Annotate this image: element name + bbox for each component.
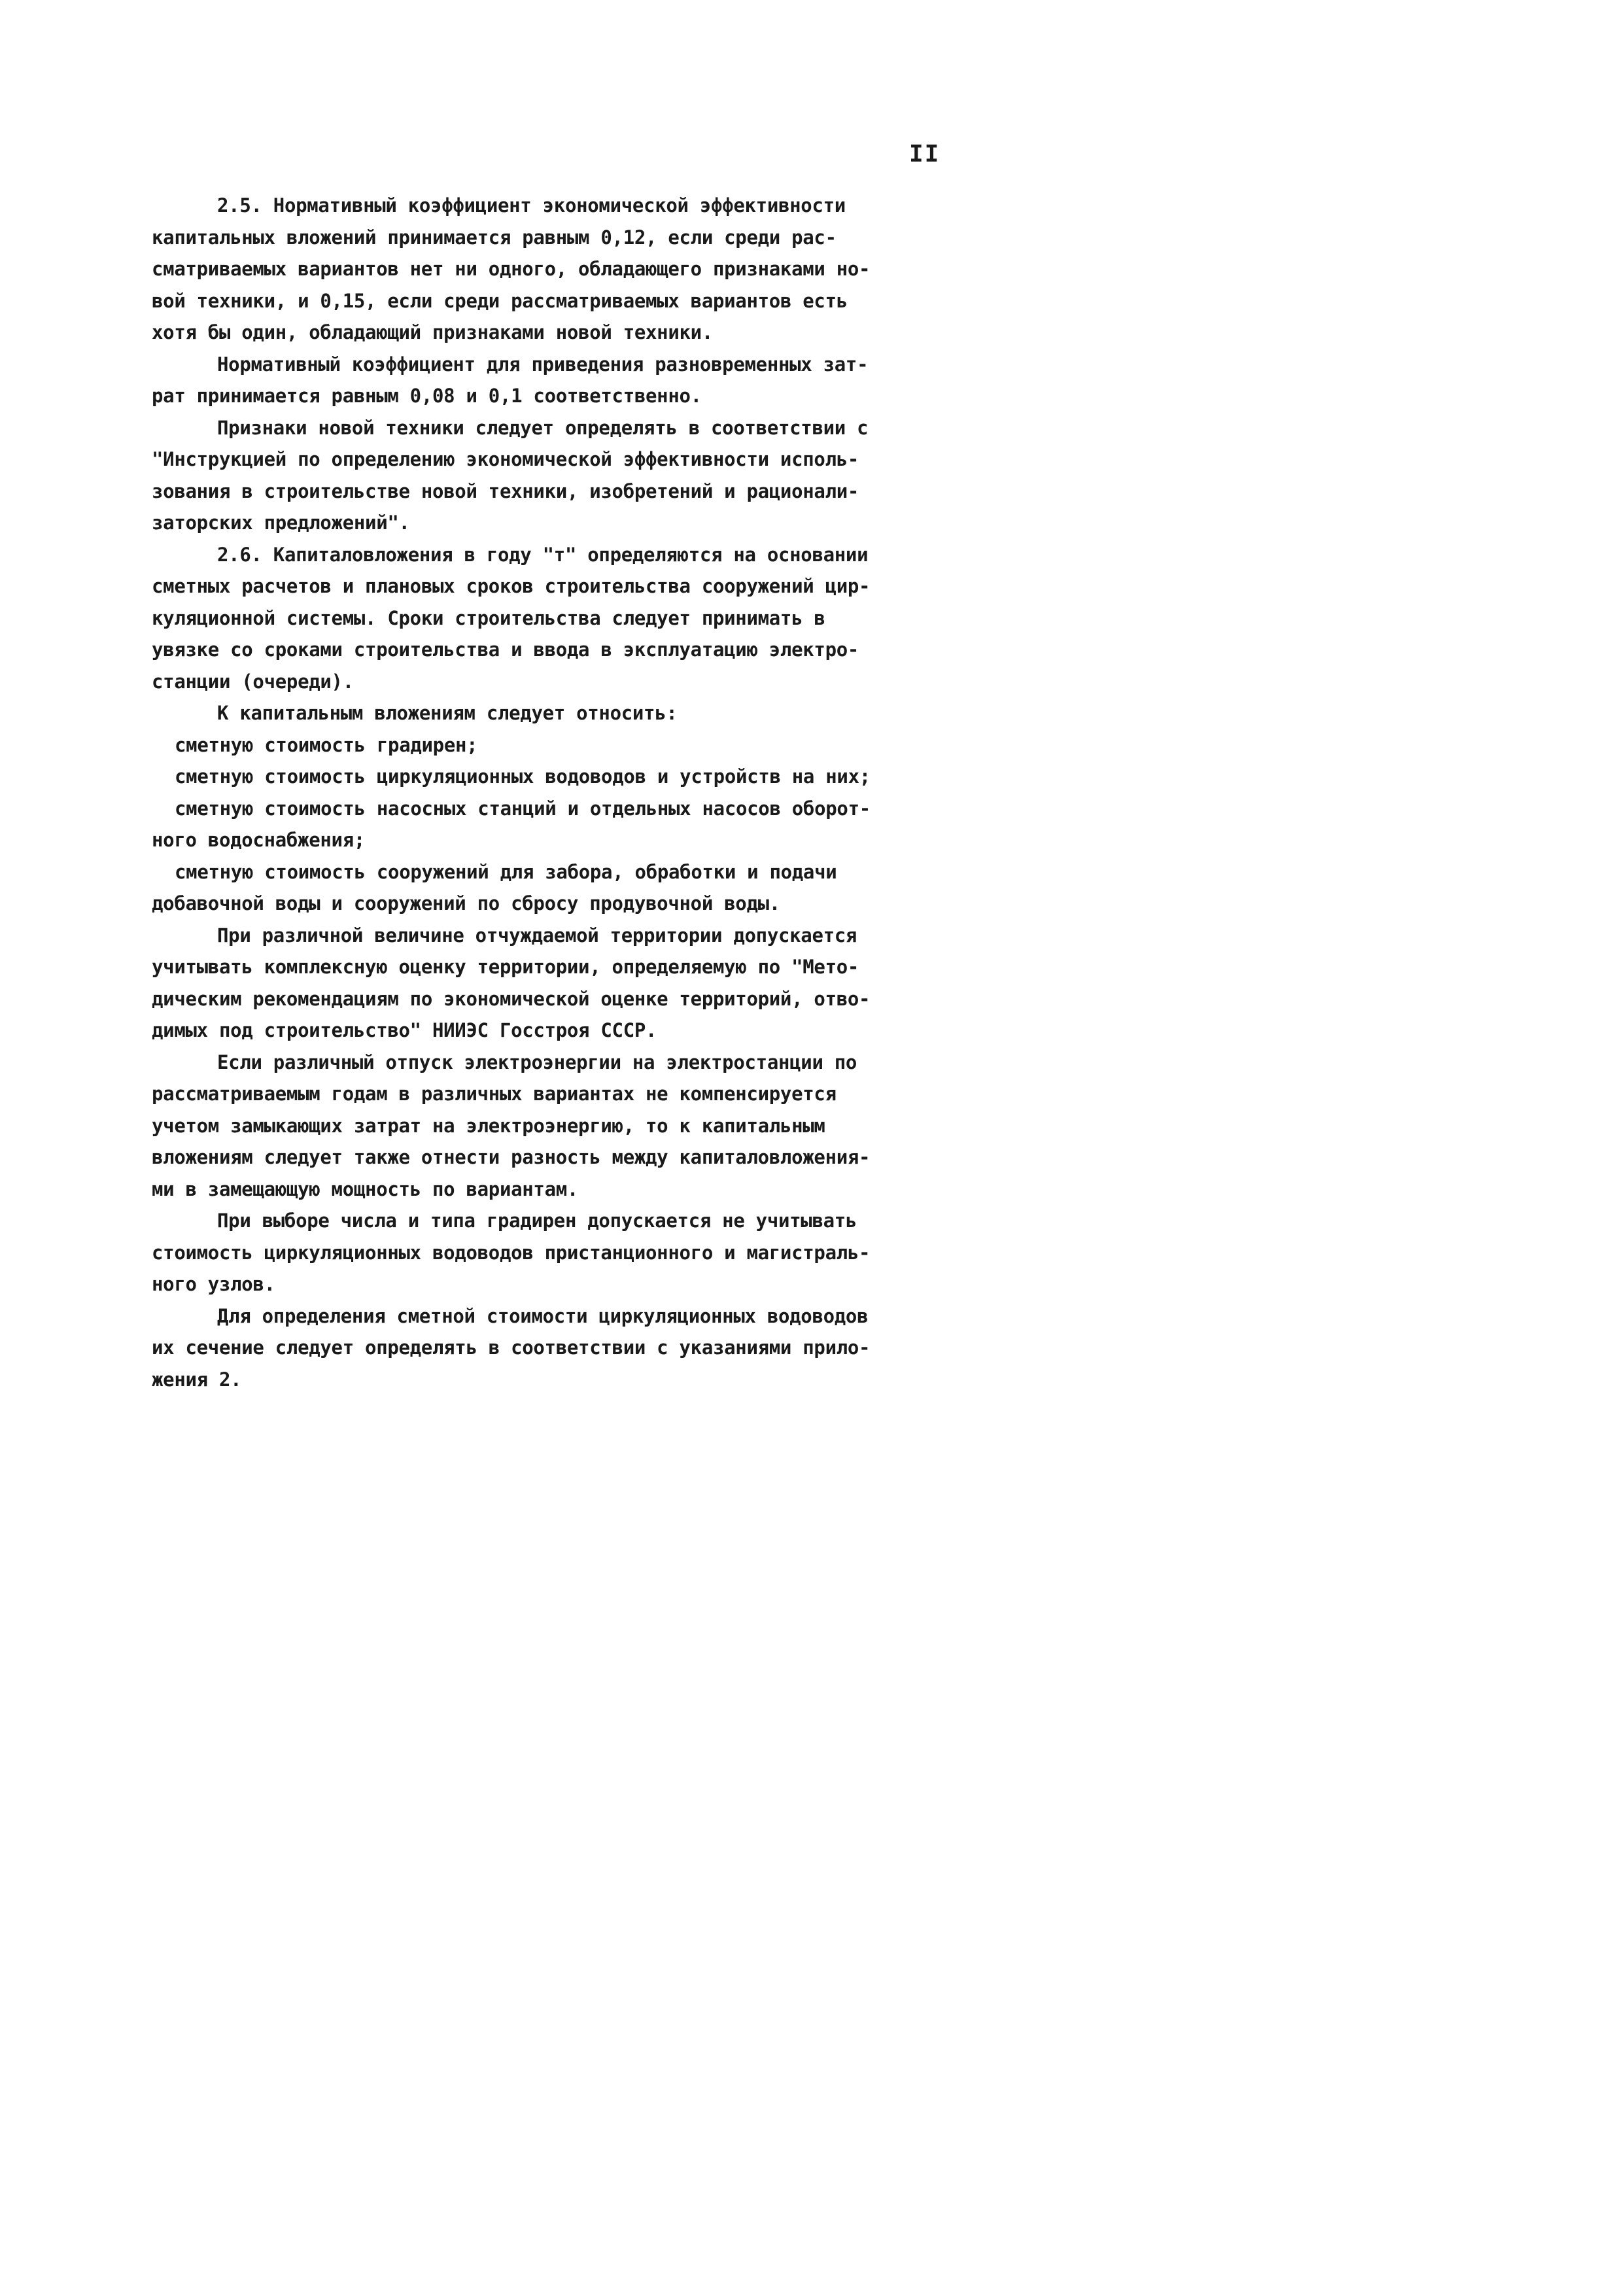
text-line: сметных расчетов и плановых сроков строительства сооружений цир- <box>152 575 871 597</box>
text-line: куляционной системы. Сроки строительства следует принимать в <box>152 606 825 629</box>
text-line: рат принимается равным 0,08 и 0,1 соответственно. <box>152 385 702 407</box>
text-line: капитальных вложений принимается равным 0,12, если среди рас- <box>152 226 837 249</box>
text-line: дическим рекомендациям по экономической оценке территорий, отво- <box>152 987 871 1010</box>
text-line: рассматриваемым годам в различных вариантах не компенсируется <box>152 1083 837 1105</box>
text-line: добавочной воды и сооружений по сбросу продувочной воды. <box>152 892 780 914</box>
text-line: ного водоснабжения; <box>152 829 366 851</box>
text-line: жения 2. <box>152 1368 242 1391</box>
text-line: 2.6. Капиталовложения в году "т" определяются на основании <box>217 543 869 566</box>
text-line: вложениям следует также отнести разность между капиталовложения- <box>152 1146 871 1168</box>
text-line: Признаки новой техники следует определять в соответствии с <box>217 416 869 439</box>
text-line: Для определения сметной стоимости циркуляционных водоводов <box>217 1304 869 1327</box>
text-line: хотя бы один, обладающий признаками новой техники. <box>152 321 713 343</box>
text-line: Если различный отпуск электроэнергии на электростанции по <box>217 1051 857 1073</box>
text-line: учитывать комплексную оценку территории, определяемую по "Мето- <box>152 956 859 978</box>
text-line: Нормативный коэффициент для приведения разновременных зат- <box>217 353 869 375</box>
text-line: 2.5. Нормативный коэффициент экономической эффективности <box>217 194 846 217</box>
text-line: "Инструкцией по определению экономической эффективности исполь- <box>152 448 859 470</box>
text-line: их сечение следует определять в соответствии с указаниями прило- <box>152 1336 871 1359</box>
text-line: ного узлов. <box>152 1273 275 1295</box>
text-line: станции (очереди). <box>152 670 354 693</box>
text-line: сметную стоимость насосных станций и отдельных насосов оборот- <box>175 797 871 820</box>
text-line: димых под строительство" НИИЭС Госстроя СССР. <box>152 1019 657 1041</box>
text-line: сметную стоимость циркуляционных водоводов и устройств на них; <box>175 765 871 788</box>
text-line: сметную стоимость сооружений для забора, обработки и подачи <box>175 860 837 883</box>
text-line: увязке со сроками строительства и ввода в эксплуатацию электро- <box>152 638 859 661</box>
text-line: учетом замыкающих затрат на электроэнергию, то к капитальным <box>152 1114 825 1137</box>
text-line: сматриваемых вариантов нет ни одного, обладающего признаками но- <box>152 258 871 280</box>
text-line: сметную стоимость градирен; <box>175 733 478 756</box>
text-line: зования в строительстве новой техники, изобретений и рационали- <box>152 479 859 502</box>
text-line: При выборе числа и типа градирен допускается не учитывать <box>217 1209 857 1232</box>
text-line: При различной величине отчуждаемой территории допускается <box>217 924 857 947</box>
text-line: стоимость циркуляционных водоводов пристанционного и магистраль- <box>152 1241 871 1264</box>
text-line: ми в замещающую мощность по вариантам. <box>152 1177 579 1200</box>
text-line: вой техники, и 0,15, если среди рассматриваемых вариантов есть <box>152 289 848 312</box>
document-body <box>152 190 963 1395</box>
text-line: заторских предложений". <box>152 512 410 534</box>
text-line: К капитальным вложениям следует относить: <box>217 702 678 724</box>
page-number: II <box>909 141 941 167</box>
